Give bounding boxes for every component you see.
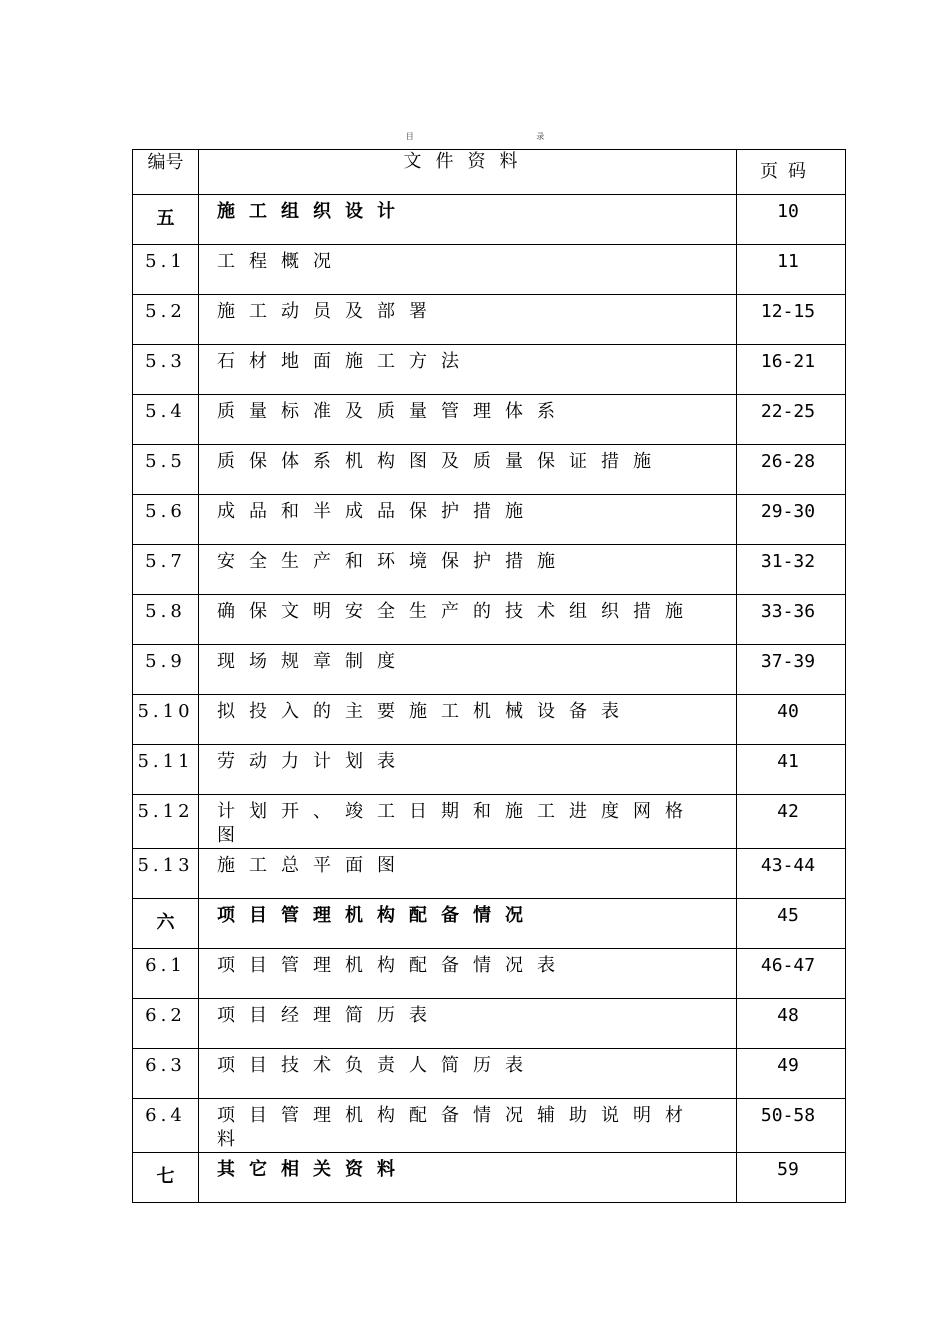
page-title: 目 录 — [405, 132, 605, 141]
row-page: 12-15 — [737, 295, 846, 345]
row-number: 六 — [133, 899, 199, 949]
table-row — [133, 999, 846, 1049]
row-title: 工程概况 — [199, 245, 737, 295]
row-page: 43-44 — [737, 849, 846, 899]
row-page: 37-39 — [737, 645, 846, 695]
row-number: 6.1 — [133, 949, 199, 999]
row-number: 5.10 — [133, 695, 199, 745]
table-row — [133, 395, 846, 445]
header-num: 编号 — [133, 150, 199, 195]
row-number: 6.2 — [133, 999, 199, 1049]
row-number: 5.7 — [133, 545, 199, 595]
table-row — [133, 949, 846, 999]
table-row — [133, 1049, 846, 1099]
row-page: 10 — [737, 195, 846, 245]
table-row — [133, 195, 846, 245]
row-title: 项目经理简历表 — [199, 999, 737, 1049]
table-row — [133, 695, 846, 745]
row-title: 计划开、竣工日期和施工进度网格图 — [199, 795, 737, 849]
row-page: 49 — [737, 1049, 846, 1099]
row-title: 项目管理机构配备情况辅助说明材料 — [199, 1099, 737, 1153]
table-row — [133, 595, 846, 645]
row-page: 46-47 — [737, 949, 846, 999]
row-page: 11 — [737, 245, 846, 295]
table-row — [133, 849, 846, 899]
row-page: 40 — [737, 695, 846, 745]
row-title: 项目管理机构配备情况表 — [199, 949, 737, 999]
row-title: 质保体系机构图及质量保证措施 — [199, 445, 737, 495]
row-number: 七 — [133, 1153, 199, 1203]
row-page: 59 — [737, 1153, 846, 1203]
row-number: 5.5 — [133, 445, 199, 495]
row-title: 项目技术负责人简历表 — [199, 1049, 737, 1099]
table-row — [133, 795, 846, 849]
row-number: 5.9 — [133, 645, 199, 695]
row-number: 5.3 — [133, 345, 199, 395]
row-title: 施工组织设计 — [199, 195, 737, 245]
row-number: 5.8 — [133, 595, 199, 645]
table-row — [133, 1153, 846, 1203]
table-row — [133, 495, 846, 545]
row-number: 5.6 — [133, 495, 199, 545]
row-number: 6.4 — [133, 1099, 199, 1153]
table-row — [133, 445, 846, 495]
table-row — [133, 245, 846, 295]
header-title: 文件资料 — [199, 150, 737, 195]
row-page: 31-32 — [737, 545, 846, 595]
table-row — [133, 345, 846, 395]
row-title: 施工动员及部署 — [199, 295, 737, 345]
row-page: 48 — [737, 999, 846, 1049]
row-number: 5.12 — [133, 795, 199, 849]
row-number: 6.3 — [133, 1049, 199, 1099]
row-title: 现场规章制度 — [199, 645, 737, 695]
toc-table — [132, 149, 846, 1203]
row-title: 石材地面施工方法 — [199, 345, 737, 395]
row-page: 42 — [737, 795, 846, 849]
row-page: 41 — [737, 745, 846, 795]
table-row — [133, 545, 846, 595]
row-number: 5.1 — [133, 245, 199, 295]
row-title: 安全生产和环境保护措施 — [199, 545, 737, 595]
row-number: 5.13 — [133, 849, 199, 899]
row-page: 22-25 — [737, 395, 846, 445]
row-number: 五 — [133, 195, 199, 245]
row-title: 质量标准及质量管理体系 — [199, 395, 737, 445]
row-title: 项目管理机构配备情况 — [199, 899, 737, 949]
row-number: 5.4 — [133, 395, 199, 445]
table-row — [133, 295, 846, 345]
row-number: 5.2 — [133, 295, 199, 345]
row-page: 16-21 — [737, 345, 846, 395]
table-row — [133, 645, 846, 695]
row-page: 26-28 — [737, 445, 846, 495]
row-title: 劳动力计划表 — [199, 745, 737, 795]
row-number: 5.11 — [133, 745, 199, 795]
row-title: 其它相关资料 — [199, 1153, 737, 1203]
header-page: 页码 — [737, 150, 846, 195]
row-page: 33-36 — [737, 595, 846, 645]
table-header-row — [133, 150, 846, 195]
table-row — [133, 899, 846, 949]
row-title: 拟投入的主要施工机械设备表 — [199, 695, 737, 745]
table-row — [133, 745, 846, 795]
row-page: 29-30 — [737, 495, 846, 545]
row-page: 50-58 — [737, 1099, 846, 1153]
row-title: 成品和半成品保护措施 — [199, 495, 737, 545]
table-row — [133, 1099, 846, 1153]
row-title: 施工总平面图 — [199, 849, 737, 899]
row-title: 确保文明安全生产的技术组织措施 — [199, 595, 737, 645]
row-page: 45 — [737, 899, 846, 949]
